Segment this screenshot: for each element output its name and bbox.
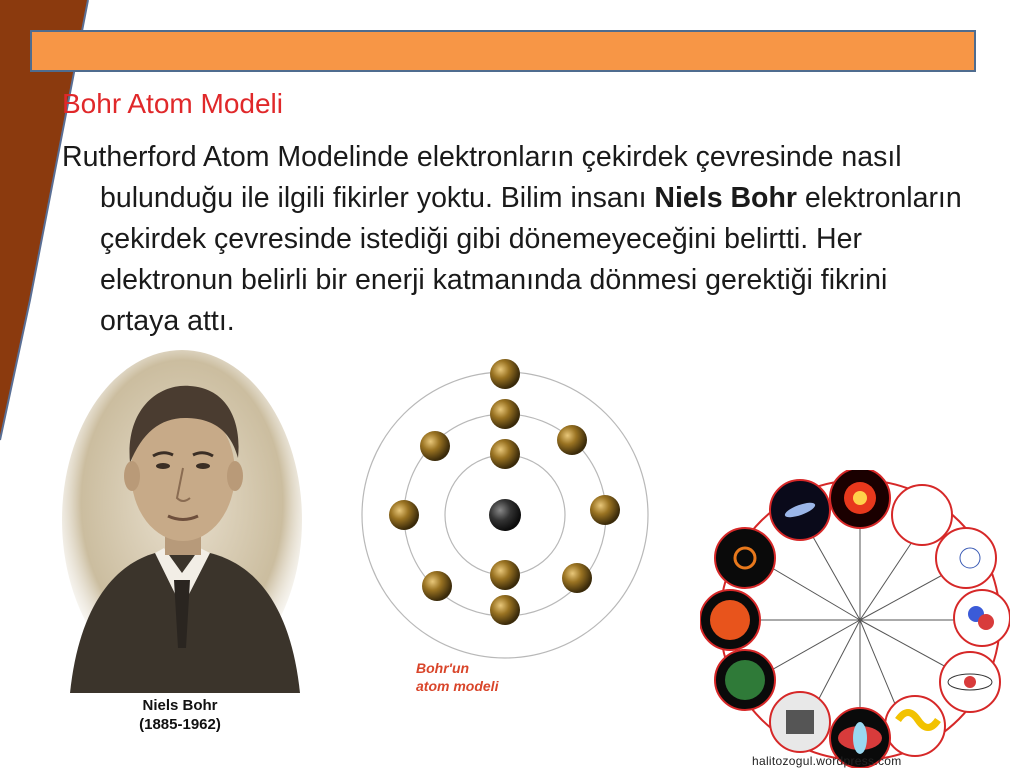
nucleus (489, 499, 521, 531)
slide-title: Bohr Atom Modeli (62, 88, 283, 119)
scale-of-universe-wheel (700, 470, 1010, 768)
portrait-years: (1885-1962) (139, 716, 221, 733)
bohr-atom-model (355, 350, 655, 660)
electrons (389, 359, 620, 625)
atom-caption-line1: Bohr'un (416, 660, 470, 676)
paragraph-text-1: Rutherford Atom Modelinde elektronların çekirdek çevresinde nasıl bulunduğu ile ilgili fikirler yoktu. Bilim insanı (62, 141, 902, 214)
atom-caption-line2: atom modeli (416, 678, 499, 694)
highlighted-name: Niels Bohr (654, 182, 797, 214)
header-bar (30, 30, 976, 72)
paragraph-text-2: elektronların çekirdek çevresinde istediği gibi dönemeyeceğini belirtti. Her elektronun belirli bir enerji katmanında dönmesi gerektiği fikrini ortaya attı. (100, 182, 962, 337)
niels-bohr-portrait (60, 348, 305, 693)
body-paragraph (62, 137, 962, 342)
portrait-name: Niels Bohr (142, 697, 218, 714)
image-credit: halitozogul.wordpress.com (752, 754, 902, 768)
